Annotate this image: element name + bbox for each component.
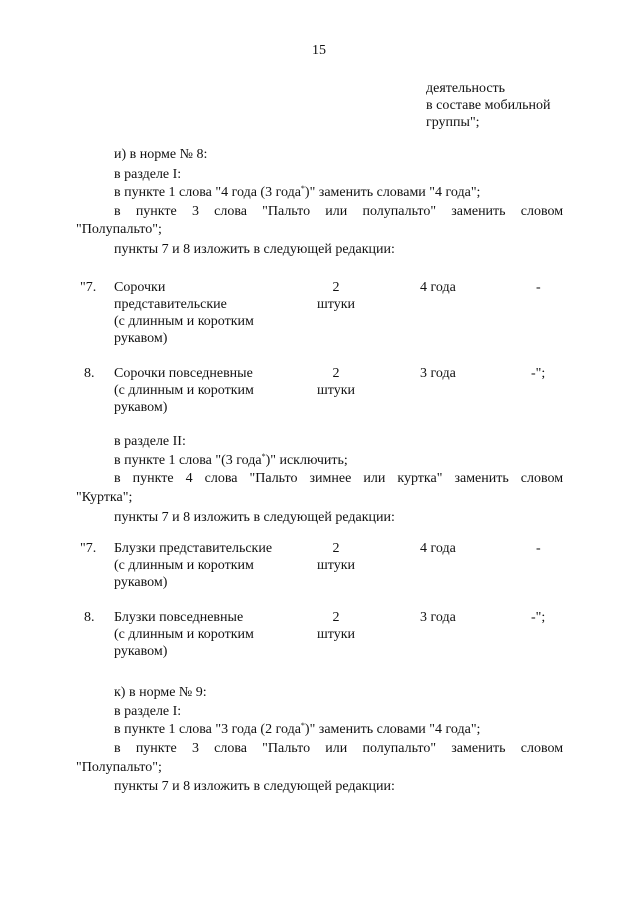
item-name: Сорочки представительские (с длинным и коротким рукавом) (114, 280, 254, 346)
item-term: 4 года (420, 280, 456, 295)
norm-8-s2-item-4-change-cont: "Куртка"; (76, 490, 133, 505)
item-term: 4 года (420, 541, 456, 556)
item-number: 8. (84, 610, 95, 625)
norm-8-section-2-label: в разделе II: (114, 434, 186, 449)
norm-8-header: и) в норме № 8: (114, 147, 208, 162)
item-term: 3 года (420, 366, 456, 381)
norm-8-item-3-change-cont: "Полупальто"; (76, 222, 162, 237)
continuation-line-3: группы"; (426, 115, 480, 130)
norm-9-item-3-change-cont: "Полупальто"; (76, 760, 162, 775)
item-term: 3 года (420, 610, 456, 625)
item-end-mark: -"; (531, 610, 546, 625)
norm-8-item-1-change: в пункте 1 слова "4 года (3 года*)" заменить словами "4 года"; (114, 184, 481, 200)
norm-8-s2-item-1-change: в пункте 1 слова "(3 года*)" исключить; (114, 452, 348, 468)
norm-9-item-3-change: в пункте 3 слова "Пальто или полупальто" заменить словом (114, 741, 564, 756)
continuation-line-2: в составе мобильной (426, 98, 551, 113)
item-end-mark: - (536, 280, 541, 295)
norm-8-items-7-8-intro: пункты 7 и 8 изложить в следующей редакции: (114, 242, 395, 257)
norm-9-section-1-label: в разделе I: (114, 704, 182, 719)
norm-9-items-7-8-intro: пункты 7 и 8 изложить в следующей редакции: (114, 779, 395, 794)
item-name: Блузки представительские (с длинным и коротким рукавом) (114, 541, 273, 590)
item-quantity: 2 штуки (316, 366, 355, 398)
item-number: 8. (84, 366, 95, 381)
norm-8-s2-items-7-8-intro: пункты 7 и 8 изложить в следующей редакции: (114, 510, 395, 525)
norm-8-item-3-change: в пункте 3 слова "Пальто или полупальто" заменить словом (114, 204, 564, 219)
page-number: 15 (312, 43, 326, 58)
item-name: Сорочки повседневные (с длинным и коротким рукавом) (114, 366, 254, 415)
item-number: "7. (80, 280, 97, 295)
item-end-mark: - (536, 541, 541, 556)
norm-8-section-1-label: в разделе I: (114, 167, 182, 182)
norm-9-item-1-change: в пункте 1 слова "3 года (2 года*)" заменить словами "4 года"; (114, 721, 481, 737)
norm-9-header: к) в норме № 9: (114, 685, 207, 700)
item-quantity: 2 штуки (316, 541, 355, 573)
item-name: Блузки повседневные (с длинным и коротким рукавом) (114, 610, 254, 659)
item-number: "7. (80, 541, 97, 556)
item-end-mark: -"; (531, 366, 546, 381)
item-quantity: 2 штуки (316, 610, 355, 642)
item-quantity: 2 штуки (316, 280, 355, 312)
norm-8-s2-item-4-change: в пункте 4 слова "Пальто зимнее или куртка" заменить словом (114, 471, 564, 486)
continuation-line-1: деятельность (426, 81, 506, 96)
